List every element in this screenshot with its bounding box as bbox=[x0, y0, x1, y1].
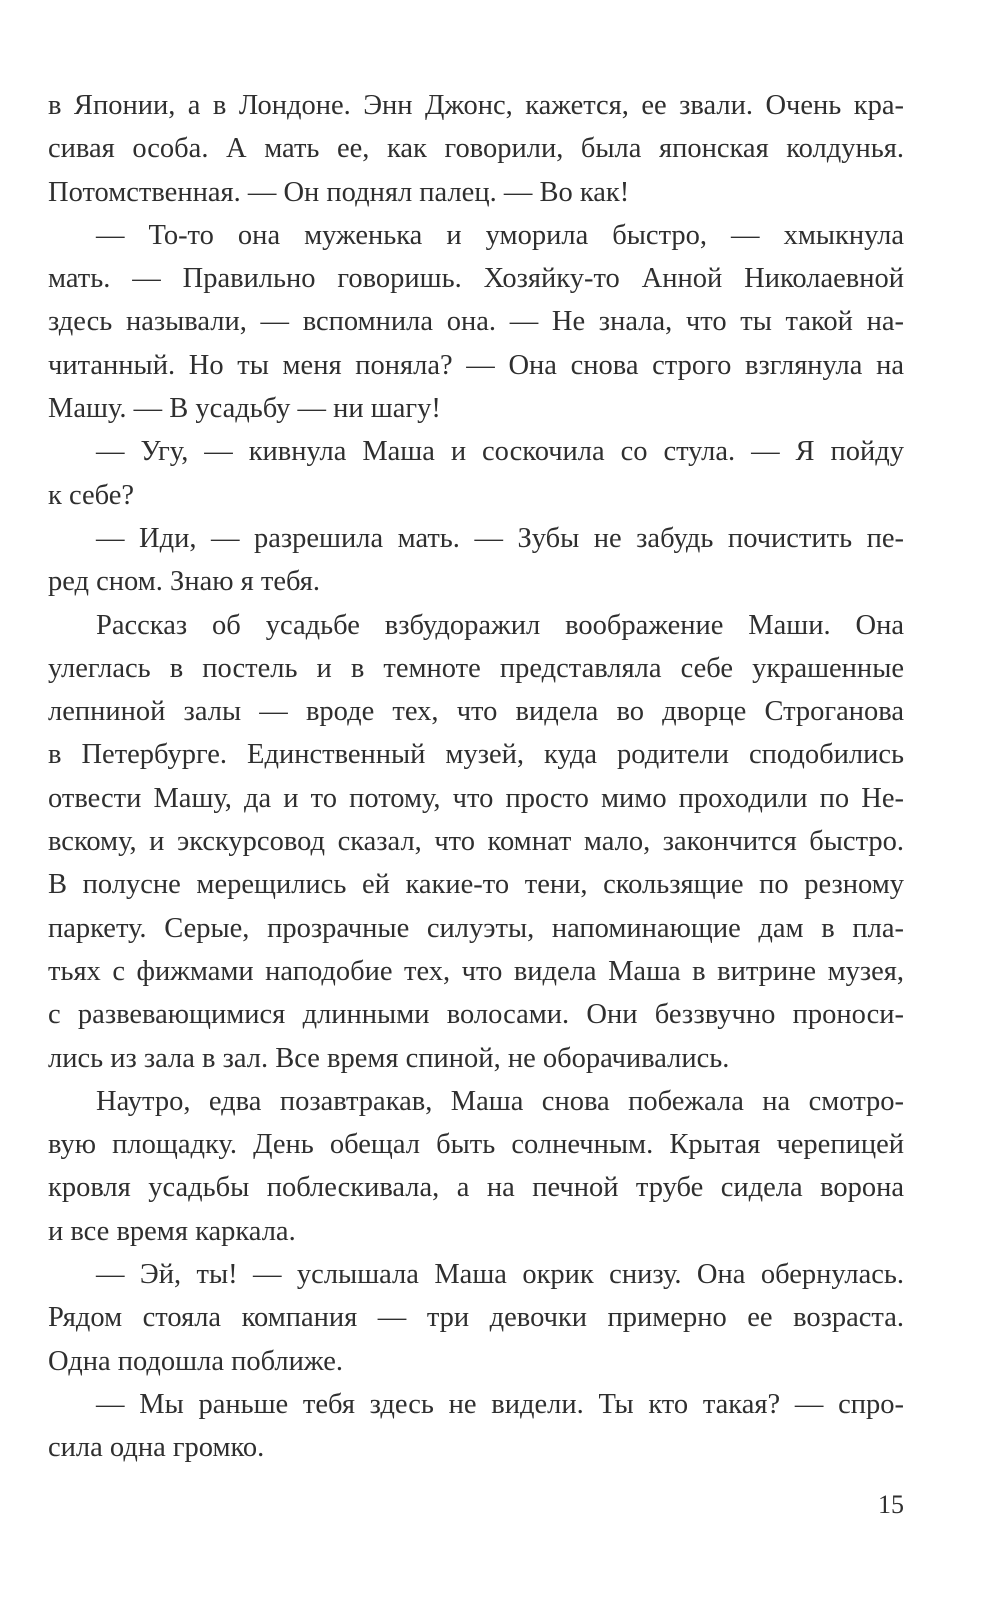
text-line: ред сном. Знаю я тебя. bbox=[48, 566, 321, 598]
text-line: Машу. — В усадьбу — ни шагу! bbox=[48, 393, 441, 425]
text-line: кровля усадьбы поблескивала, а на печной трубе сидела ворона bbox=[48, 1172, 904, 1204]
text-line: вскому, и экскурсовод сказал, что комнат мало, закончится быстро. bbox=[48, 826, 904, 858]
text-line: с развевающимися длинными волосами. Они беззвучно проноси- bbox=[48, 999, 904, 1031]
text-line: лись из зала в зал. Все время спиной, не оборачивались. bbox=[48, 1042, 730, 1074]
text-line: Рассказ об усадьбе взбудоражил воображение Маши. Она bbox=[96, 609, 904, 641]
text-line: — Иди, — разрешила мать. — Зубы не забудь почистить пе- bbox=[96, 522, 904, 554]
text-line: в Петербурге. Единственный музей, куда родители сподобились bbox=[48, 739, 904, 771]
text-line: Одна подошла поближе. bbox=[48, 1345, 343, 1377]
text-line: — Угу, — кивнула Маша и соскочила со стула. — Я пойду bbox=[96, 436, 904, 468]
text-line: сивая особа. А мать ее, как говорили, была японская колдунья. bbox=[48, 133, 904, 165]
page-number: 15 bbox=[878, 1490, 904, 1519]
text-line: лепниной залы — вроде тех, что видела во дворце Строганова bbox=[48, 696, 904, 728]
text-line: Рядом стояла компания — три девочки примерно ее возраста. bbox=[48, 1302, 904, 1334]
text-line: В полусне мерещились ей какие-то тени, скользящие по резному bbox=[48, 869, 904, 901]
text-line: к себе? bbox=[48, 479, 135, 511]
text-line: и все время каркала. bbox=[48, 1215, 296, 1247]
text-line: Наутро, едва позавтракав, Маша снова побежала на смотро- bbox=[96, 1085, 904, 1117]
text-line: Потомственная. — Он поднял палец. — Во как! bbox=[48, 176, 630, 208]
text-line: здесь называли, — вспомнила она. — Не знала, что ты такой на- bbox=[48, 306, 904, 338]
text-line: мать. — Правильно говоришь. Хозяйку-то Анной Николаевной bbox=[48, 263, 904, 295]
text-line: паркету. Серые, прозрачные силуэты, напоминающие дам в пла- bbox=[48, 912, 904, 944]
text-line: вую площадку. День обещал быть солнечным. Крытая черепицей bbox=[48, 1129, 904, 1161]
text-line: сила одна громко. bbox=[48, 1432, 265, 1464]
text-line: — Эй, ты! — услышала Маша окрик снизу. Она обернулась. bbox=[96, 1259, 904, 1291]
text-line: отвести Машу, да и то потому, что просто мимо проходили по Не- bbox=[48, 782, 904, 814]
text-line: в Японии, а в Лондоне. Энн Джонс, кажется, ее звали. Очень кра- bbox=[48, 90, 904, 121]
text-line: читанный. Но ты меня поняла? — Она снова строго взглянула на bbox=[48, 349, 904, 381]
page-text bbox=[48, 84, 904, 1470]
text-line: тьях с фижмами наподобие тех, что видела Маша в витрине музея, bbox=[48, 955, 904, 987]
text-line: улеглась в постель и в темноте представляла себе украшенные bbox=[48, 652, 904, 684]
text-line: — То-то она муженька и уморила быстро, — хмыкнула bbox=[96, 219, 904, 251]
text-line: — Мы раньше тебя здесь не видели. Ты кто такая? — спро- bbox=[96, 1388, 904, 1420]
